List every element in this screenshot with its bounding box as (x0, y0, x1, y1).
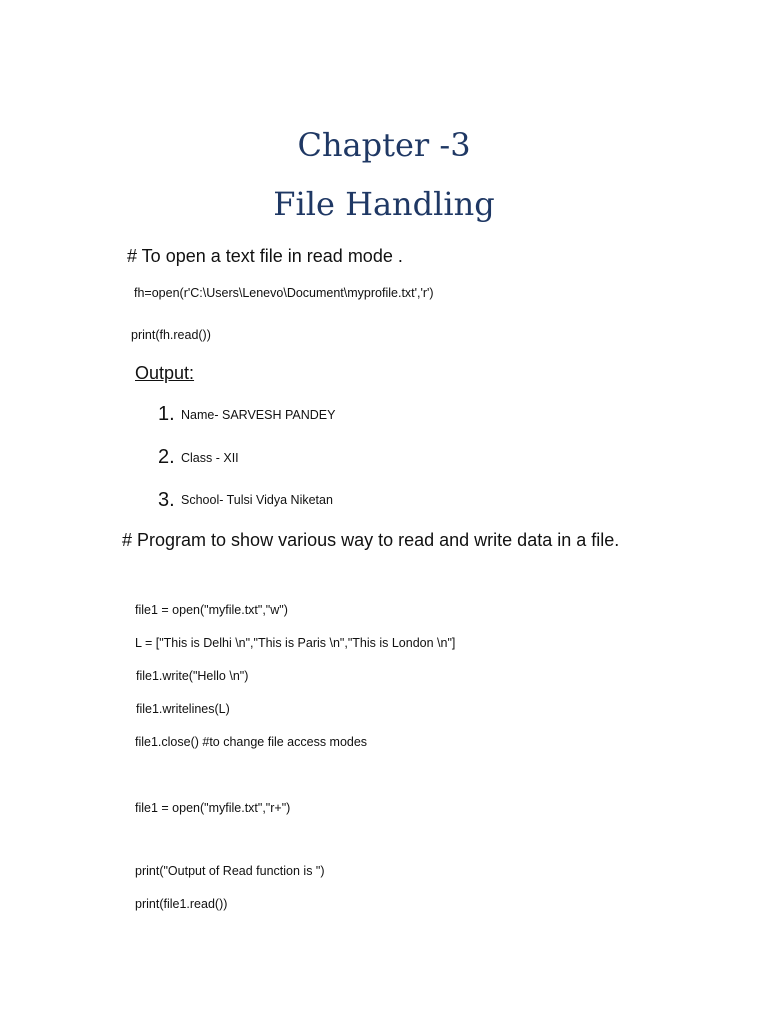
page-title: File Handling (273, 185, 495, 223)
code-line: file1.writelines(L) (136, 702, 230, 716)
code-line: print("Output of Read function is ") (135, 864, 325, 878)
output-list-text: School- Tulsi Vidya Niketan (181, 493, 333, 507)
output-list-item (158, 446, 175, 469)
code-line: file1.write("Hello \n") (136, 669, 249, 683)
section1-heading: # To open a text file in read mode . (127, 246, 403, 266)
section2-heading: # Program to show various way to read and write data in a file. (122, 530, 620, 550)
chapter-title: Chapter -3 (297, 126, 471, 164)
code-line: file1 = open("myfile.txt","w") (135, 603, 288, 617)
list-number: 3. (158, 489, 175, 511)
list-number: 2. (158, 446, 175, 468)
code-line: L = ["This is Delhi \n","This is Paris \n","This is London \n"] (135, 636, 456, 650)
output-list-text: Class - XII (181, 451, 239, 465)
output-label: Output: (135, 363, 195, 383)
list-number: 1. (158, 403, 175, 425)
code-line: print(file1.read()) (135, 897, 228, 911)
code-line: file1.close() #to change file access modes (135, 735, 368, 749)
output-list-text: Name- SARVESH PANDEY (181, 408, 336, 422)
code-line: fh=open(r'C:\Users\Lenevo\Document\myprofile.txt','r') (134, 286, 434, 300)
code-line: print(fh.read()) (131, 328, 211, 342)
output-list-item (158, 489, 175, 512)
code-line: file1 = open("myfile.txt","r+") (135, 801, 291, 815)
output-list-item (158, 403, 175, 426)
